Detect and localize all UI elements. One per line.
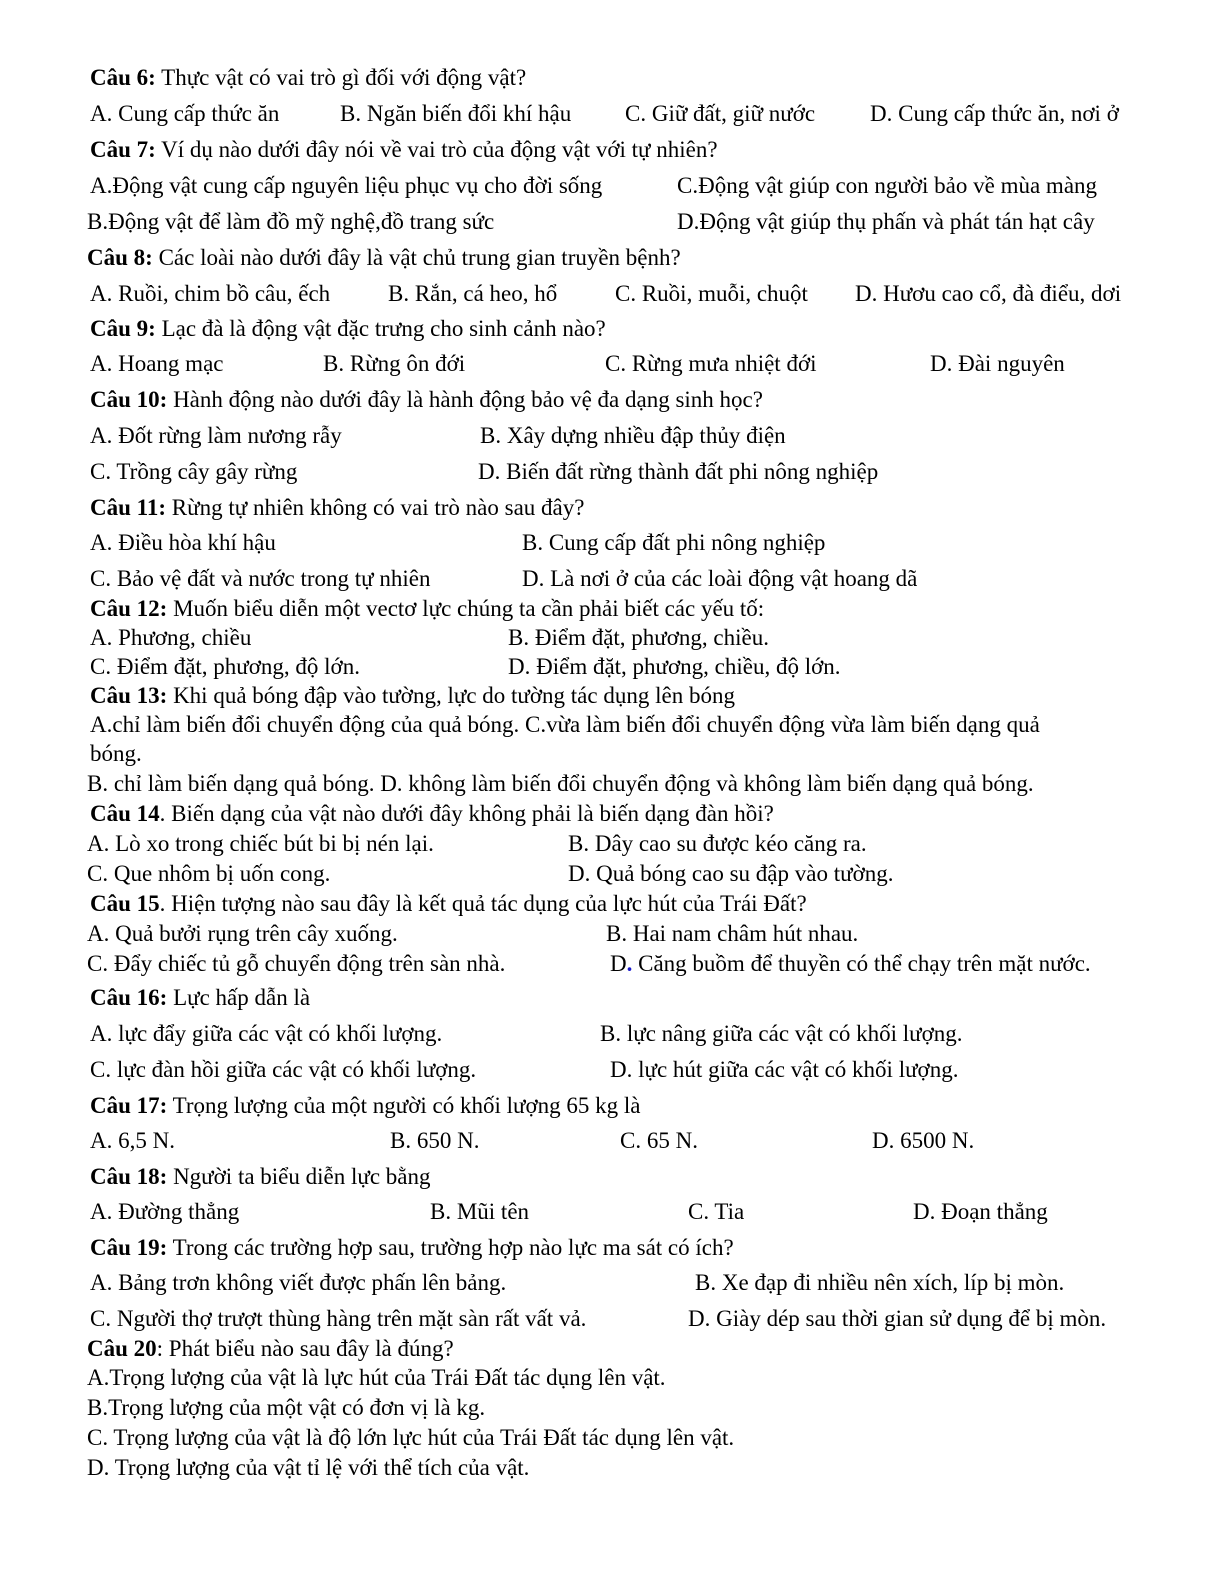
q12-option-d: D. Điểm đặt, phương, chiều, độ lớn. <box>508 654 841 679</box>
q18-option-b: B. Mũi tên <box>430 1199 530 1224</box>
q18-option-c: C. Tia <box>688 1199 745 1224</box>
q8-option-c: C. Ruồi, muỗi, chuột <box>615 281 808 306</box>
q16-option-c: C. lực đàn hồi giữa các vật có khối lượng. <box>90 1057 477 1082</box>
q19-option-a: A. Bảng trơn không viết được phấn lên bảng. <box>90 1270 507 1295</box>
q20-option-b: B.Trọng lượng của một vật có đơn vị là kg. <box>87 1395 486 1420</box>
question-10: Câu 10: Hành động nào dưới đây là hành động bảo vệ đa dạng sinh học? <box>90 387 763 412</box>
q6-option-c: C. Giữ đất, giữ nước <box>625 101 816 126</box>
q19-option-b: B. Xe đạp đi nhiều nên xích, líp bị mòn. <box>695 1270 1065 1295</box>
question-20: Câu 20: Phát biểu nào sau đây là đúng? <box>87 1336 454 1361</box>
q16-option-d: D. lực hút giữa các vật có khối lượng. <box>610 1057 959 1082</box>
q10-option-c: C. Trồng cây gây rừng <box>90 459 298 484</box>
q17-option-d: D. 6500 N. <box>872 1128 975 1153</box>
q10-option-a: A. Đốt rừng làm nương rẫy <box>90 423 342 448</box>
q20-option-c: C. Trọng lượng của vật là độ lớn lực hút của Trái Đất tác dụng lên vật. <box>87 1425 735 1450</box>
q6-option-a: A. Cung cấp thức ăn <box>90 101 280 126</box>
question-19: Câu 19: Trong các trường hợp sau, trường hợp nào lực ma sát có ích? <box>90 1235 734 1260</box>
q9-option-b: B. Rừng ôn đới <box>323 351 466 376</box>
q11-option-d: D. Là nơi ở của các loài động vật hoang dã <box>522 566 918 591</box>
q15-option-d: D. Căng buồm để thuyền có thể chạy trên mặt nước. <box>610 951 1091 976</box>
q17-option-a: A. 6,5 N. <box>90 1128 175 1153</box>
q18-option-d: D. Đoạn thẳng <box>913 1199 1048 1224</box>
q15-option-b: B. Hai nam châm hút nhau. <box>606 921 859 946</box>
q11-option-a: A. Điều hòa khí hậu <box>90 530 276 555</box>
question-8: Câu 8: Các loài nào dưới đây là vật chủ trung gian truyền bệnh? <box>87 245 681 270</box>
q6-option-b: B. Ngăn biến đổi khí hậu <box>340 101 572 126</box>
q7-option-a: A.Động vật cung cấp nguyên liệu phục vụ cho đời sống <box>90 173 603 198</box>
question-17: Câu 17: Trọng lượng của một người có khối lượng 65 kg là <box>90 1093 641 1118</box>
question-7: Câu 7: Ví dụ nào dưới đây nói về vai trò của động vật với tự nhiên? <box>90 137 718 162</box>
question-9: Câu 9: Lạc đà là động vật đặc trưng cho sinh cảnh nào? <box>90 316 606 341</box>
q15-option-c: C. Đẩy chiếc tủ gỗ chuyển động trên sàn nhà. <box>87 951 506 976</box>
q7-option-c: C.Động vật giúp con người bảo về mùa màng <box>677 173 1098 198</box>
q9-option-a: A. Hoang mạc <box>90 351 224 376</box>
q9-option-d: D. Đài nguyên <box>930 351 1065 376</box>
q8-option-a: A. Ruồi, chim bồ câu, ếch <box>90 281 331 306</box>
q19-option-d: D. Giày dép sau thời gian sử dụng để bị mòn. <box>688 1306 1107 1331</box>
question-12: Câu 12: Muốn biểu diễn một vectơ lực chúng ta cần phải biết các yếu tố: <box>90 596 765 621</box>
q14-option-c: C. Que nhôm bị uốn cong. <box>87 861 331 886</box>
q10-option-b: B. Xây dựng nhiều đập thủy điện <box>480 423 786 448</box>
q12-option-b: B. Điểm đặt, phương, chiều. <box>508 625 769 650</box>
question-11: Câu 11: Rừng tự nhiên không có vai trò nào sau đây? <box>90 495 585 520</box>
q11-option-b: B. Cung cấp đất phi nông nghiệp <box>522 530 826 555</box>
q11-option-c: C. Bảo vệ đất và nước trong tự nhiên <box>90 566 431 591</box>
question-15: Câu 15. Hiện tượng nào sau đây là kết quả tác dụng của lực hút của Trái Đất? <box>90 891 807 916</box>
q14-option-d: D. Quả bóng cao su đập vào tường. <box>568 861 894 886</box>
q12-option-c: C. Điểm đặt, phương, độ lớn. <box>90 654 360 679</box>
q8-option-d: D. Hươu cao cổ, đà điểu, dơi <box>855 281 1122 306</box>
q15-option-a: A. Quả bưởi rụng trên cây xuống. <box>87 921 398 946</box>
q6-option-d: D. Cung cấp thức ăn, nơi ở <box>870 101 1119 126</box>
question-14: Câu 14. Biến dạng của vật nào dưới đây không phải là biến dạng đàn hồi? <box>90 801 774 826</box>
q20-option-d: D. Trọng lượng của vật tỉ lệ với thể tích của vật. <box>87 1455 530 1480</box>
q19-option-c: C. Người thợ trượt thùng hàng trên mặt sàn rất vất vả. <box>90 1306 587 1331</box>
question-18: Câu 18: Người ta biểu diễn lực bằng <box>90 1164 431 1189</box>
q14-option-a: A. Lò xo trong chiếc bút bi bị nén lại. <box>87 831 434 856</box>
q15-option-d-dot: . <box>626 951 633 976</box>
question-6: Câu 6: Thực vật có vai trò gì đối với động vật? <box>90 65 527 90</box>
q8-option-b: B. Rắn, cá heo, hổ <box>388 281 558 306</box>
question-16: Câu 16: Lực hấp dẫn là <box>90 985 311 1010</box>
q17-option-c: C. 65 N. <box>620 1128 698 1153</box>
q16-option-a: A. lực đẩy giữa các vật có khối lượng. <box>90 1021 443 1046</box>
q17-option-b: B. 650 N. <box>390 1128 480 1153</box>
q16-option-b: B. lực nâng giữa các vật có khối lượng. <box>600 1021 963 1046</box>
question-13: Câu 13: Khi quả bóng đập vào tường, lực do tường tác dụng lên bóng <box>90 683 735 708</box>
q10-option-d: D. Biến đất rừng thành đất phi nông nghiệp <box>478 459 879 484</box>
q13-options-wrap: bóng. <box>90 741 142 766</box>
q9-option-c: C. Rừng mưa nhiệt đới <box>605 351 817 376</box>
q7-option-d: D.Động vật giúp thụ phấn và phát tán hạt cây <box>677 209 1095 234</box>
q20-option-a: A.Trọng lượng của vật là lực hút của Trái Đất tác dụng lên vật. <box>87 1365 666 1390</box>
q13-options-b-d: B. chỉ làm biến dạng quả bóng. D. không làm biến đổi chuyển động và không làm biến dạng quả bóng. <box>87 771 1034 796</box>
q14-option-b: B. Dây cao su được kéo căng ra. <box>568 831 867 856</box>
q7-option-b: B.Động vật để làm đồ mỹ nghệ,đồ trang sức <box>87 209 495 234</box>
q13-options-a-c: A.chỉ làm biến đổi chuyển động của quả bóng. C.vừa làm biến đổi chuyển động vừa làm biến dạng quả <box>90 712 1040 737</box>
q12-option-a: A. Phương, chiều <box>90 625 252 650</box>
q18-option-a: A. Đường thẳng <box>90 1199 240 1224</box>
